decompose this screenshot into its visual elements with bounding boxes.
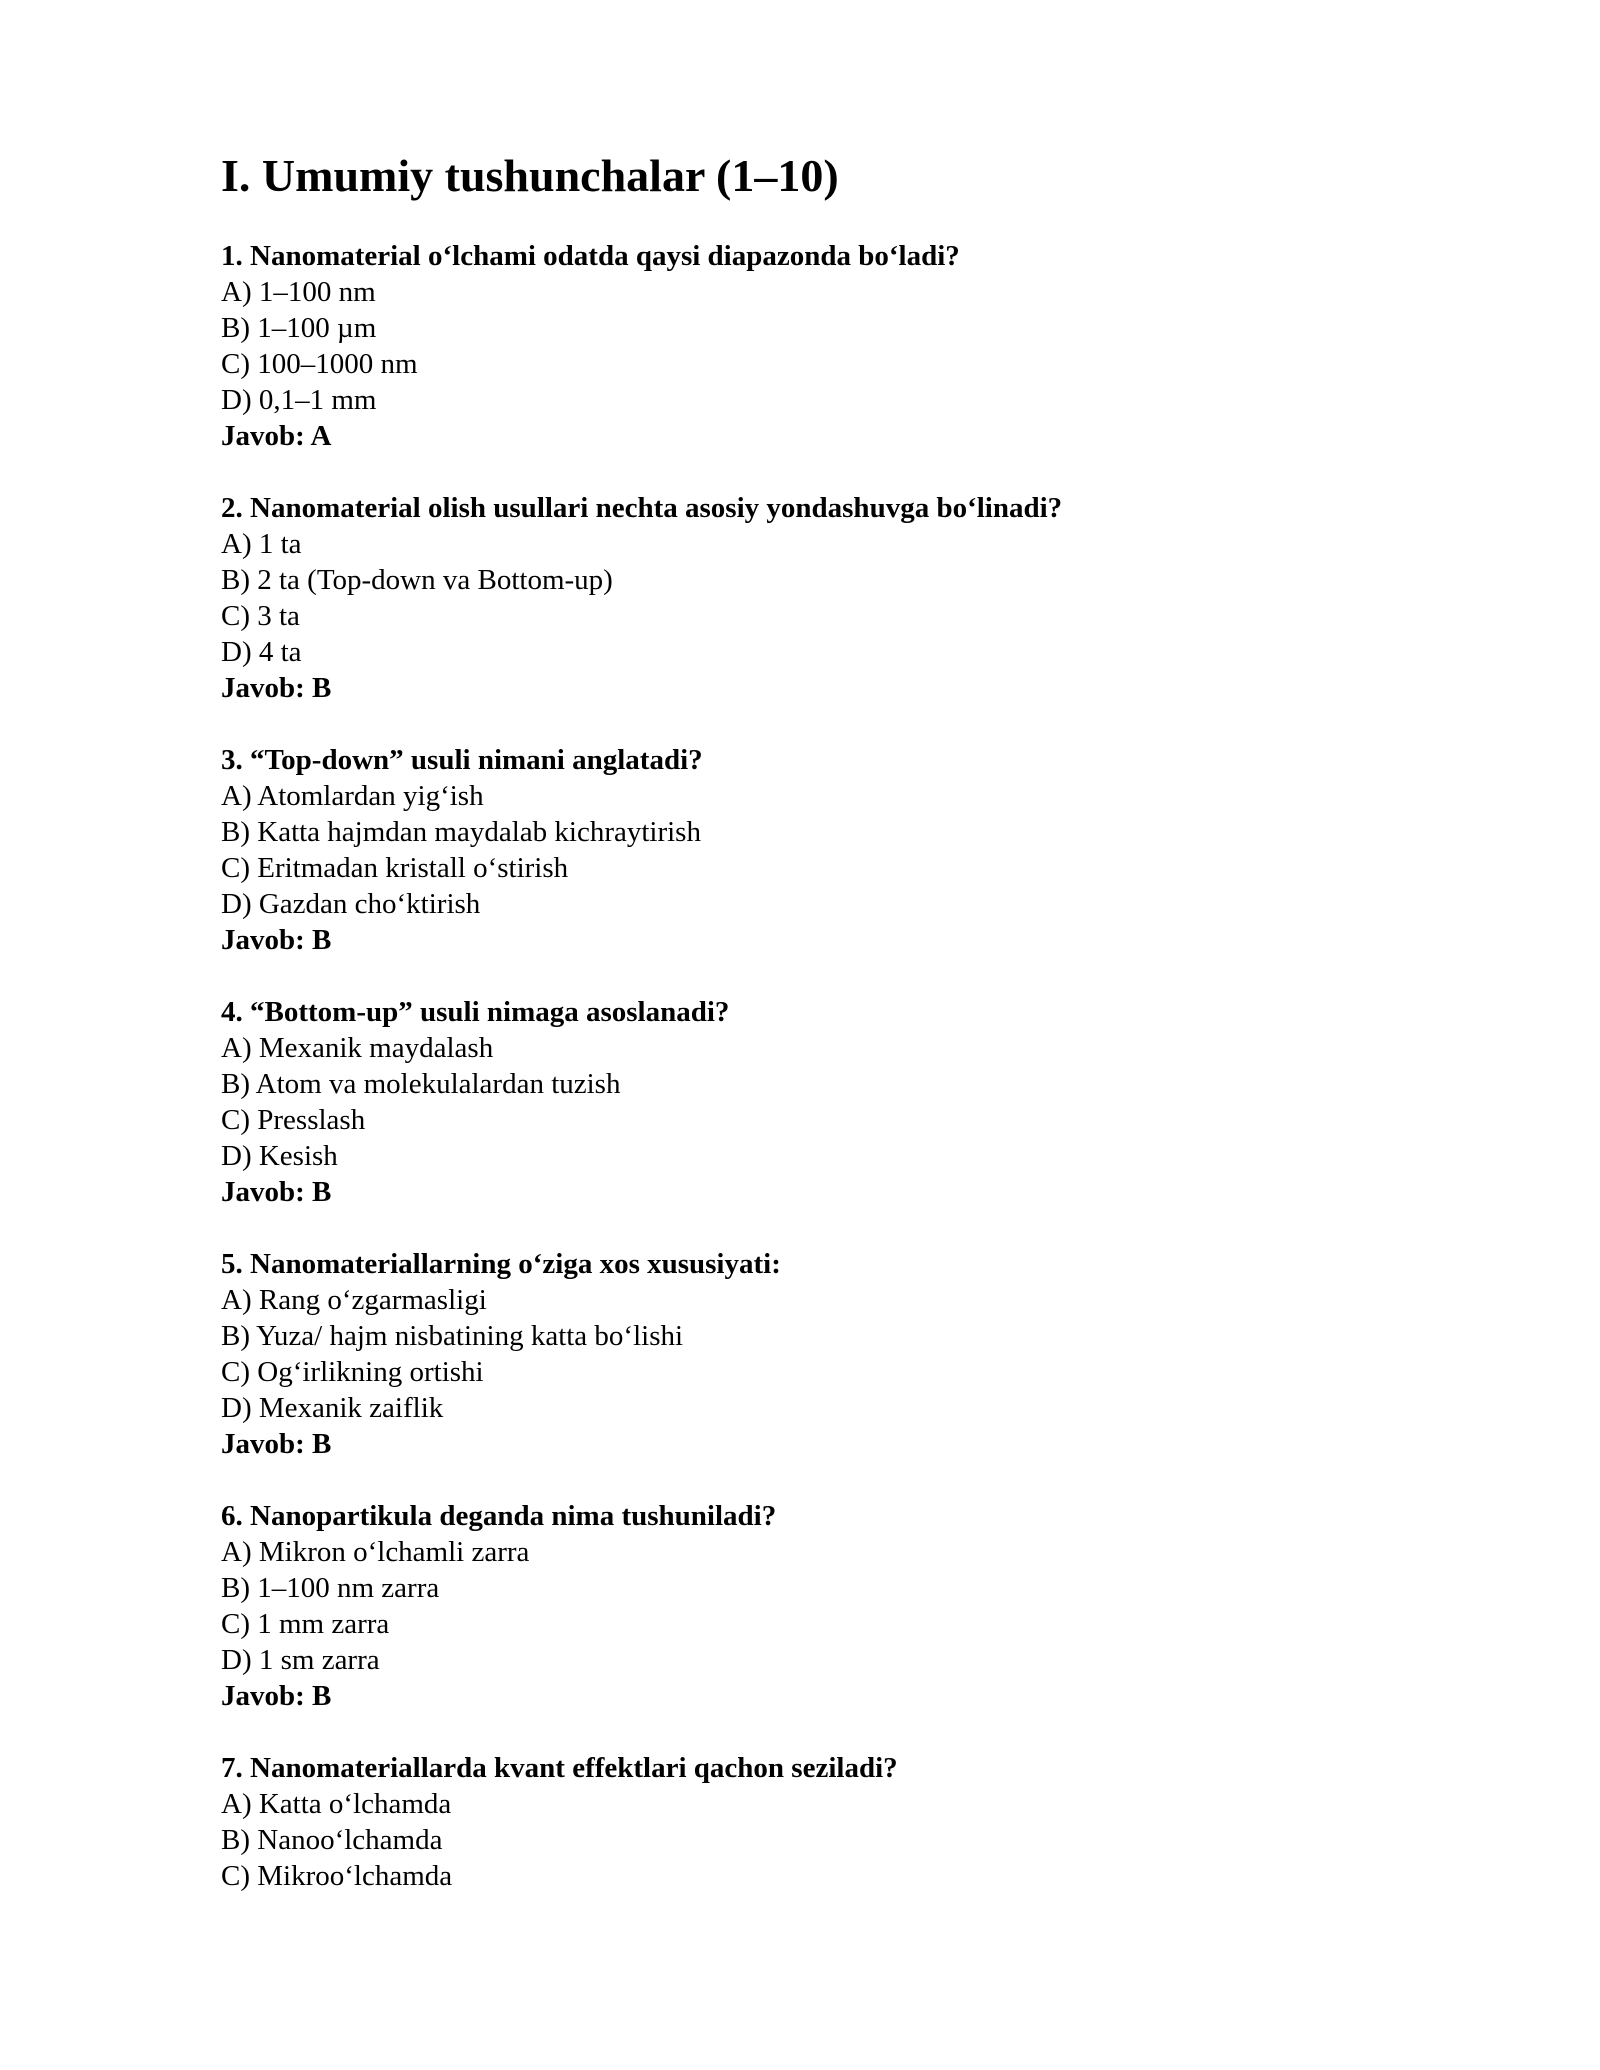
question-text: 6. Nanopartikula deganda nima tushuniladi? <box>221 1500 777 1532</box>
question-6 <box>221 1498 1421 1714</box>
option-d: D) 1 sm zarra <box>221 1644 380 1676</box>
answer-value: B <box>312 1428 332 1460</box>
answer-prefix: Javob: <box>221 1680 313 1712</box>
answer-line <box>221 1174 1421 1210</box>
answer-line <box>221 1678 1421 1714</box>
answer-line <box>221 922 1421 958</box>
option-b: B) Atom va molekulalardan tuzish <box>221 1068 621 1100</box>
option-b: B) 1–100 µm <box>221 312 377 344</box>
document-page <box>221 148 1421 1930</box>
question-text: 5. Nanomateriallarning o‘ziga xos xususiyati: <box>221 1248 781 1280</box>
question-text: 2. Nanomaterial olish usullari nechta asosiy yondashuvga bo‘linadi? <box>221 492 1063 524</box>
answer-value: B <box>312 924 332 956</box>
question-text: 4. “Bottom-up” usuli nimaga asoslanadi? <box>221 996 730 1028</box>
question-text: 3. “Top-down” usuli nimani anglatadi? <box>221 744 703 776</box>
question-text: 1. Nanomaterial o‘lchami odatda qaysi diapazonda bo‘ladi? <box>221 240 960 272</box>
answer-prefix: Javob: <box>221 1176 313 1208</box>
answer-prefix: Javob: <box>221 1428 313 1460</box>
question-text: 7. Nanomateriallarda kvant effektlari qachon seziladi? <box>221 1752 898 1784</box>
option-c: C) Eritmadan kristall o‘stirish <box>221 852 569 884</box>
answer-value: B <box>312 1680 332 1712</box>
option-b: B) Katta hajmdan maydalab kichraytirish <box>221 816 701 848</box>
answer-line <box>221 418 1421 454</box>
option-d: D) 4 ta <box>221 636 302 668</box>
option-b: B) 1–100 nm zarra <box>221 1572 440 1604</box>
answer-value: B <box>312 1176 332 1208</box>
section-title: I. Umumiy tushunchalar (1–10) <box>221 150 839 201</box>
option-a: A) 1 ta <box>221 528 302 560</box>
option-c: C) 100–1000 nm <box>221 348 418 380</box>
option-a: A) 1–100 nm <box>221 276 376 308</box>
option-a: A) Mexanik maydalash <box>221 1032 494 1064</box>
question-1 <box>221 238 1421 454</box>
option-c: C) Mikroo‘lchamda <box>221 1860 453 1892</box>
answer-line <box>221 670 1421 706</box>
answer-value: B <box>312 672 332 704</box>
option-d: D) Mexanik zaiflik <box>221 1392 444 1424</box>
answer-line <box>221 1426 1421 1462</box>
question-7 <box>221 1750 1421 1894</box>
option-b: B) Nanoo‘lchamda <box>221 1824 443 1856</box>
option-d: D) Gazdan cho‘ktirish <box>221 888 481 920</box>
option-d: D) Kesish <box>221 1140 338 1172</box>
option-c: C) Og‘irlikning ortishi <box>221 1356 484 1388</box>
option-b: B) 2 ta (Top-down va Bottom-up) <box>221 564 613 596</box>
question-5 <box>221 1246 1421 1462</box>
option-c: C) 3 ta <box>221 600 300 632</box>
option-b: B) Yuza/ hajm nisbatining katta bo‘lishi <box>221 1320 684 1352</box>
question-4 <box>221 994 1421 1210</box>
option-a: A) Mikron o‘lchamli zarra <box>221 1536 530 1568</box>
option-a: A) Katta o‘lchamda <box>221 1788 452 1820</box>
option-a: A) Atomlardan yig‘ish <box>221 780 484 812</box>
option-c: C) Presslash <box>221 1104 366 1136</box>
question-2 <box>221 490 1421 706</box>
question-3 <box>221 742 1421 958</box>
option-a: A) Rang o‘zgarmasligi <box>221 1284 487 1316</box>
option-d: D) 0,1–1 mm <box>221 384 377 416</box>
answer-prefix: Javob: <box>221 672 313 704</box>
answer-prefix: Javob: <box>221 420 311 452</box>
option-c: C) 1 mm zarra <box>221 1608 390 1640</box>
answer-prefix: Javob: <box>221 924 313 956</box>
answer-value: A <box>310 420 332 452</box>
